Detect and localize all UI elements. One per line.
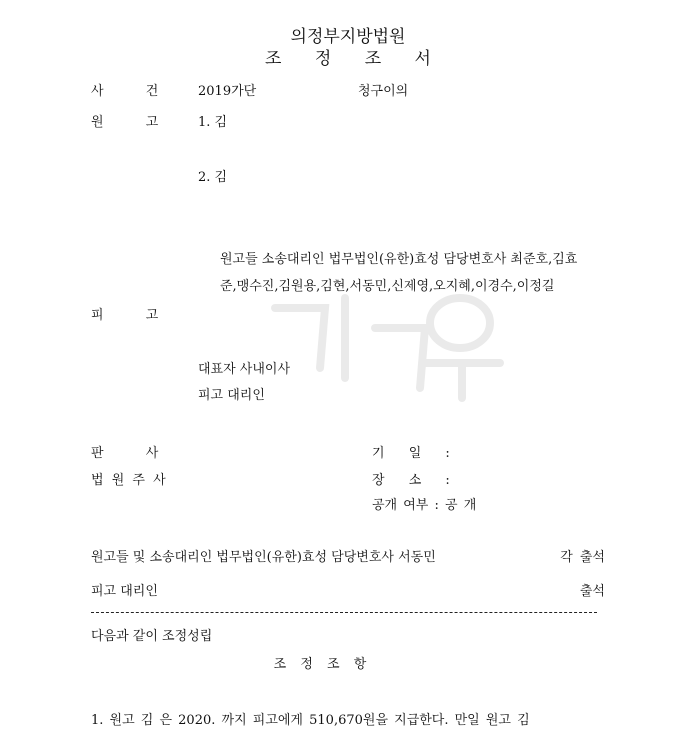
public-label: 공개 여부 : 공 개 (372, 498, 477, 513)
counsel-line-2: 준,맹수진,김원용,김현,서동민,신제영,오지혜,이경수,이정길 (220, 279, 555, 294)
attendance-row-2-status: 출석 (579, 584, 605, 599)
plaintiff-1: 1. 김 (198, 115, 228, 130)
defendant-label: 피 고 (91, 308, 159, 323)
attendance-row-1-status: 각 출석 (560, 550, 605, 565)
attendance-row-2-text: 피고 대리인 (91, 584, 158, 599)
clause-1: 1. 원고 김 은 2020. 까지 피고에게 510,670원을 지급한다. 만일 원고 김 (91, 713, 530, 728)
document-title: 조 정 조 서 (265, 49, 445, 69)
defendant-agent: 피고 대리인 (198, 388, 265, 403)
court-name: 의정부지방법원 (290, 27, 406, 47)
mediation-statement: 다음과 같이 조정성립 (91, 629, 213, 644)
place-label: 장 소 : (372, 473, 450, 488)
section-title: 조 정 조 항 (273, 657, 367, 672)
plaintiff-2: 2. 김 (198, 170, 228, 185)
watermark-graphic (255, 278, 515, 408)
clerk-label: 법 원 주 사 (91, 473, 166, 488)
date-label: 기 일 : (372, 446, 450, 461)
case-claim: 청구이의 (358, 84, 409, 99)
plaintiff-label: 원 고 (91, 115, 159, 130)
case-number: 2019가단 (198, 84, 257, 99)
defendant-representative: 대표자 사내이사 (198, 362, 291, 377)
attendance-row-1-text: 원고들 및 소송대리인 법무법인(유한)효성 담당변호사 서동민 (91, 550, 436, 565)
section-divider (91, 612, 597, 613)
case-label: 사 건 (91, 84, 159, 99)
judge-label: 판 사 (91, 446, 159, 461)
counsel-line-1: 원고들 소송대리인 법무법인(유한)효성 담당변호사 최준호,김효 (220, 252, 578, 267)
